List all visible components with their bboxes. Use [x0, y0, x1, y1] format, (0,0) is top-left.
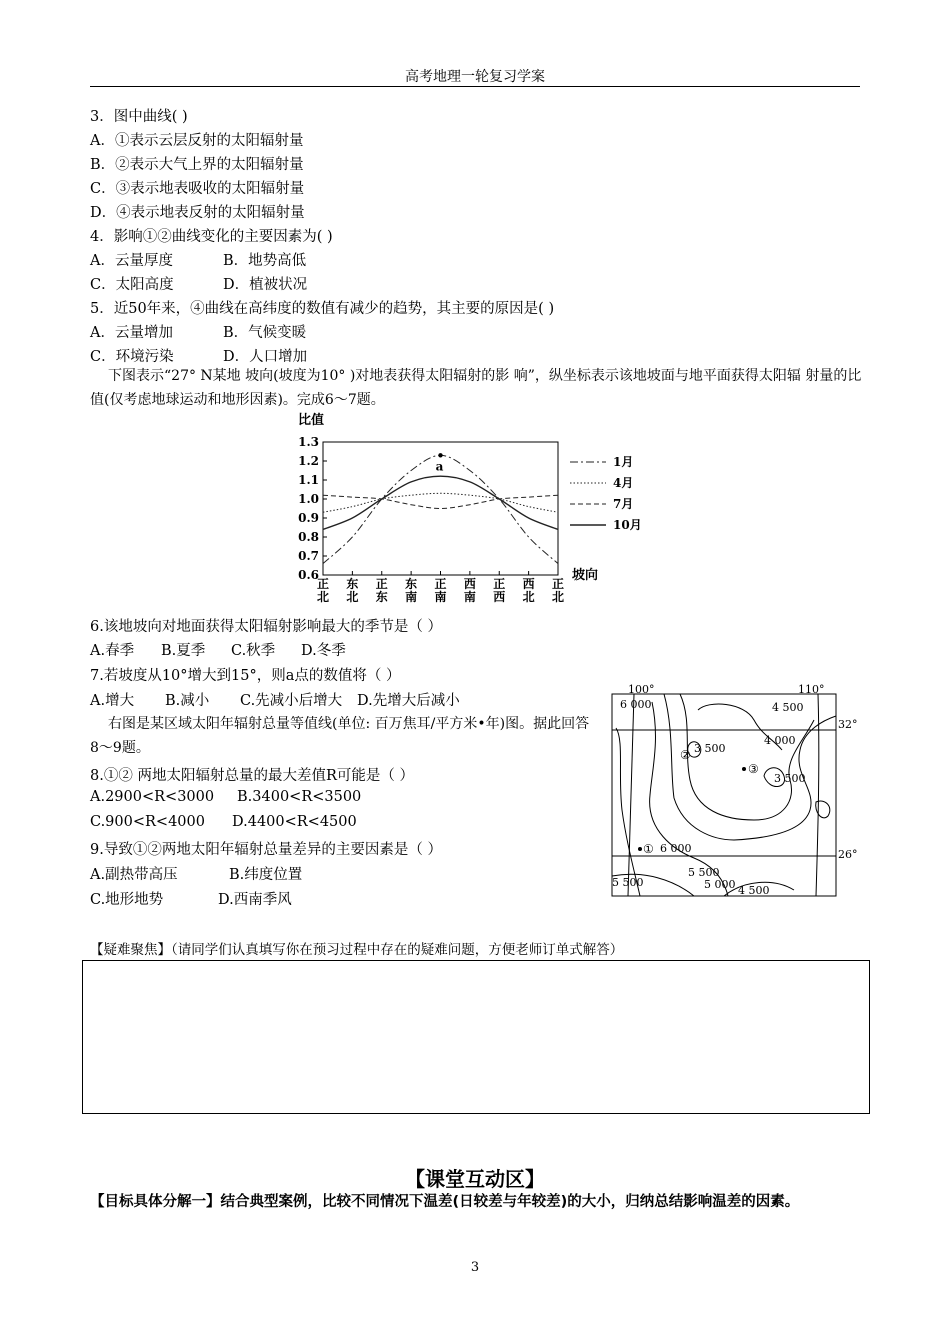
q8-option-a: A.2900<R<3000 — [90, 789, 215, 805]
chart-point-a-label: a — [435, 459, 444, 474]
q9-option-d: D.西南季风 — [218, 892, 292, 908]
q4-option-c: C．太阳高度 — [90, 277, 174, 293]
map-label-4000: 4 000 — [764, 734, 796, 747]
map-label-5500-sw: 5 500 — [612, 876, 644, 889]
chart-xtick-label: 东 — [405, 577, 418, 591]
doubt-answer-box[interactable] — [82, 960, 870, 1114]
q9-option-b: B.纬度位置 — [229, 867, 303, 883]
chart-ytick-label: 1.0 — [298, 492, 319, 506]
chart-xtick-label: 正 — [375, 577, 388, 591]
slope-radiation-chart — [290, 412, 660, 612]
q6-stem: 6.该地坡向对地面获得太阳辐射影响最大的季节是（ ） — [90, 619, 442, 635]
point-1-dot — [638, 847, 642, 851]
chart-xtick-label: 正 — [551, 577, 565, 591]
q7-option-b: B.减小 — [165, 693, 210, 709]
point-3-dot — [742, 767, 746, 771]
q4-option-a: A．云量厚度 — [90, 253, 173, 269]
goal-breakdown-1: 【目标具体分解一】结合典型案例，比较不同情况下温差(日较差与年较差)的大小，归纳总结影响温差的因素。 — [90, 1194, 800, 1210]
legend-label: 4月 — [613, 476, 634, 490]
q3-option-b: B．②表示大气上界的太阳辐射量 — [90, 157, 304, 173]
chart-xtick-label-2: 南 — [463, 590, 476, 604]
map-point-2: ② — [680, 748, 691, 762]
map-point-3: ③ — [748, 762, 759, 776]
intro-6-7: 下图表示“27° N某地 坡向(坡度为10° )对地表获得太阳辐射的影 响”，纵坐标表示该地坡面与地平面获得太阳辐 射量的比值(仅考虑地球运动和地形因素)。完成6～7题。 — [90, 368, 862, 408]
chart-xtick-label: 东 — [346, 577, 359, 591]
q6-option-a: A.春季 — [90, 643, 135, 659]
q6-option-d: D.冬季 — [301, 643, 346, 659]
q5-option-a: A．云量增加 — [90, 325, 173, 341]
map-label-6000-south: 6 000 — [660, 842, 692, 855]
q8-option-c: C.900<R<4000 — [90, 814, 205, 830]
intro-8-9: 右图是某区域太阳年辐射总量等值线(单位: 百万焦耳/平方米•年)图。据此回答8～9题。 — [90, 716, 590, 756]
map-label-4500-ne: 4 500 — [772, 701, 804, 714]
q7-option-a: A.增大 — [90, 693, 135, 709]
map-lat-top: 32° — [838, 718, 858, 731]
page-header-title: 高考地理一轮复习学案 — [405, 69, 545, 85]
chart-xtick-label: 正 — [316, 577, 330, 591]
chart-xtick-label-2: 北 — [522, 590, 535, 604]
chart-point-a — [438, 453, 442, 457]
q8-option-b: B.3400<R<3500 — [237, 789, 362, 805]
q7-option-d: D.先增大后减小 — [357, 693, 460, 709]
map-label-3500-east: 3 500 — [774, 772, 806, 785]
doubt-line — [90, 938, 623, 958]
q7-option-c: C.先减小后增大 — [240, 693, 343, 709]
chart-xtick-label-2: 南 — [405, 590, 418, 604]
chart-xtick-label-2: 北 — [316, 590, 330, 604]
q5-option-d: D．人口增加 — [223, 349, 308, 365]
q5-option-c: C．环境污染 — [90, 349, 174, 365]
map-label-5500-center: 5 500 — [688, 866, 720, 879]
header-rule — [90, 86, 860, 87]
q4-option-d: D．植被状况 — [223, 277, 308, 293]
q3-stem: 3．图中曲线( ) — [90, 109, 188, 125]
map-frame — [612, 694, 836, 896]
map-lon-left: 100° — [628, 683, 655, 696]
q3-option-a: A．①表示云层反射的太阳辐射量 — [90, 133, 304, 149]
map-point-1: ① — [643, 842, 654, 856]
q8-stem: 8.①② 两地太阳辐射总量的最大差值R可能是（ ） — [90, 768, 414, 784]
chart-ytick-label: 0.6 — [298, 568, 319, 582]
doubt-title: 【疑难聚焦】 — [90, 942, 171, 958]
chart-ytick-label: 0.8 — [298, 530, 319, 544]
chart-xtick-label-2: 西 — [493, 590, 506, 604]
chart-xtick-label: 西 — [463, 577, 476, 591]
chart-xtick-label-2: 南 — [434, 590, 447, 604]
legend-label: 10月 — [613, 518, 642, 532]
q5-option-b: B．气候变暖 — [223, 325, 307, 341]
q9-stem: 9.导致①②两地太阳年辐射总量差异的主要因素是（ ） — [90, 842, 442, 858]
map-label-6000-nw: 6 000 — [620, 698, 652, 711]
chart-xtick-label: 西 — [522, 577, 535, 591]
map-label-4500-south: 4 500 — [738, 884, 770, 897]
q4-option-b: B．地势高低 — [223, 253, 307, 269]
q6-option-c: C.秋季 — [231, 643, 276, 659]
q5-stem: 5．近50年来，④曲线在高纬度的数值有减少的趋势，其主要的原因是( ) — [90, 301, 555, 317]
chart-xlabel: 坡向 — [572, 568, 599, 583]
chart-xtick-label-2: 东 — [375, 590, 388, 604]
q3-option-c: C．③表示地表吸收的太阳辐射量 — [90, 181, 305, 197]
map-label-3500-west: 3 500 — [694, 742, 726, 755]
q9-option-c: C.地形地势 — [90, 892, 164, 908]
chart-series-line — [323, 493, 558, 512]
chart-ytick-label: 1.2 — [298, 454, 319, 468]
legend-label: 1月 — [613, 455, 634, 469]
chart-ytick-label: 0.7 — [298, 549, 319, 563]
legend-label: 7月 — [613, 497, 634, 511]
q9-option-a: A.副热带高压 — [90, 867, 178, 883]
chart-ytick-label: 0.9 — [298, 511, 319, 525]
chart-ytick-label: 1.1 — [298, 473, 319, 487]
q6-option-b: B.夏季 — [161, 643, 206, 659]
q7-stem: 7.若坡度从10°增大到15°，则a点的数值将（ ） — [90, 668, 401, 684]
chart-xtick-label: 正 — [493, 577, 506, 591]
chart-xtick-label-2: 北 — [551, 590, 565, 604]
q8-option-d: D.4400<R<4500 — [232, 814, 357, 830]
radiation-isoline-map — [604, 680, 866, 902]
chart-series-line — [323, 476, 558, 529]
section-title: 【课堂互动区】 — [405, 1167, 545, 1191]
chart-series-line — [323, 495, 558, 508]
doubt-hint: （请同学们认真填写你在预习过程中存在的疑难问题，方便老师订单式解答） — [171, 942, 624, 958]
chart-xtick-label: 正 — [434, 577, 447, 591]
map-lat-bottom: 26° — [838, 848, 858, 861]
q4-stem: 4．影响①②曲线变化的主要因素为( ) — [90, 229, 333, 245]
chart-ytick-label: 1.3 — [298, 435, 319, 449]
isoline-6000-west — [616, 728, 640, 896]
chart-xtick-label-2: 北 — [346, 590, 359, 604]
map-lon-right: 110° — [798, 683, 825, 696]
chart-ylabel: 比值 — [298, 413, 325, 428]
page-number: 3 — [470, 1260, 480, 1275]
map-label-5000: 5 000 — [704, 878, 736, 891]
q3-option-d: D．④表示地表反射的太阳辐射量 — [90, 205, 305, 221]
